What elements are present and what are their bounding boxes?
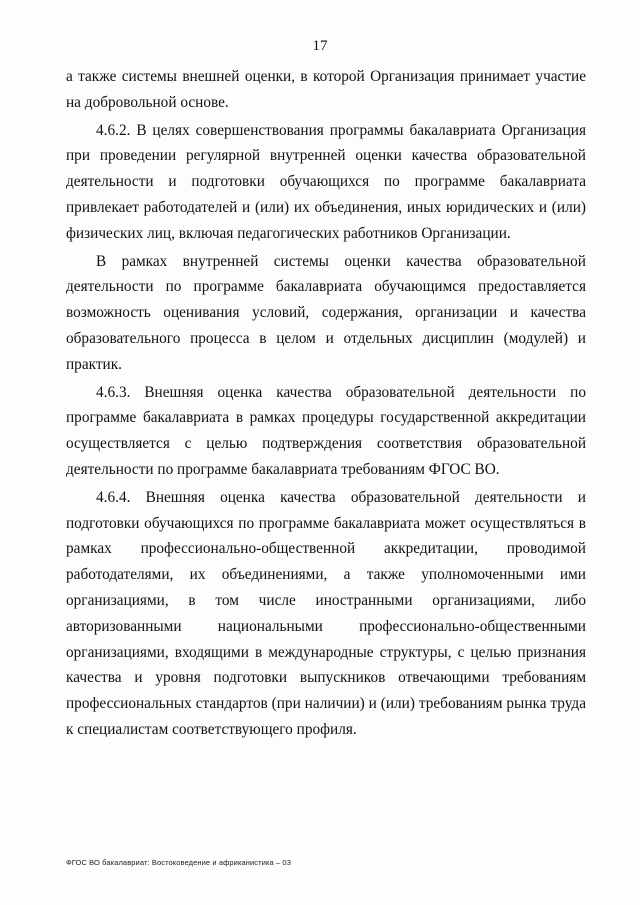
paragraph-4-6-4: 4.6.4. Внешняя оценка качества образовательной деятельности и подготовки обучающихся по программе бакалавриата может осуществляться в рамках профессионально-общественной аккредитации, проводимой работодателями, их объединениями, а также уполномоченными ими организациями, в том числе иностранными организациями, либо авторизованными национальными профессионально-общественными организациями, входящими в международные структуры, с целью признания качества и уровня подготовки выпускников отвечающими требованиям профессиональных стандартов (при наличии) и (или) требованиям рынка труда к специалистам соответствующего профиля. xyxy=(66,488,586,738)
paragraph-continuation: а также системы внешней оценки, в которой Организация принимает участие на добровольной основе. xyxy=(66,68,586,111)
paragraph-internal-assessment: В рамках внутренней системы оценки качества образовательной деятельности по программе бакалавриата обучающимся предоставляется возможность оценивания условий, содержания, организации и качества образовательного процесса в целом и отдельных дисциплин (модулей) и практик. xyxy=(66,252,586,373)
paragraph-4-6-2: 4.6.2. В целях совершенствования программы бакалавриата Организация при проведении регулярной внутренней оценки качества образовательной деятельности и подготовки обучающихся по программе бакалавриата привлекает работодателей и (или) их объединения, иных юридических и (или) физических лиц, включая педагогических работников Организации. xyxy=(66,121,586,242)
paragraph-4-6-3: 4.6.3. Внешняя оценка качества образовательной деятельности по программе бакалавриата в рамках процедуры государственной аккредитации осуществляется с целью подтверждения соответствия образовательной деятельности по программе бакалавриата требованиям ФГОС ВО. xyxy=(66,383,586,478)
page-footer: ФГОС ВО бакалавриат: Востоковедение и африканистика – 03 xyxy=(66,858,291,867)
page-number: 17 xyxy=(312,38,328,54)
document-body xyxy=(66,64,586,743)
